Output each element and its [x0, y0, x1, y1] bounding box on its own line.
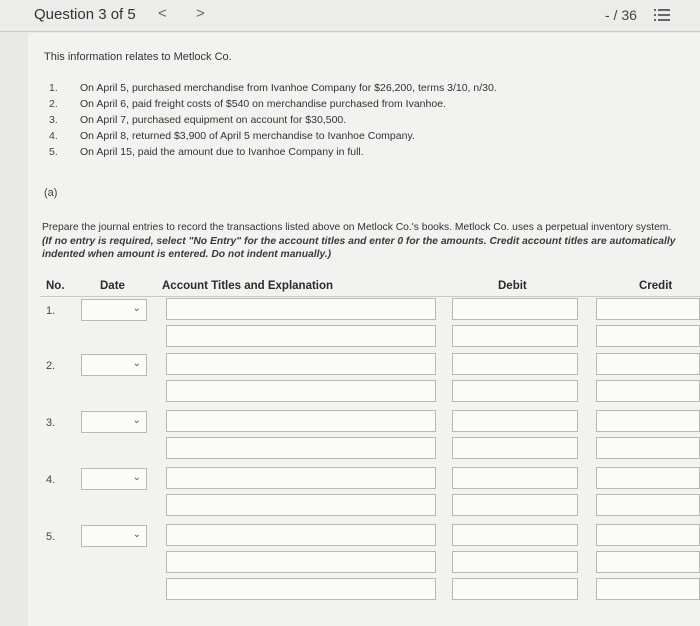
account-title-input[interactable]: [166, 524, 436, 546]
account-title-input[interactable]: [166, 467, 436, 489]
credit-input[interactable]: [596, 524, 700, 546]
credit-input[interactable]: [596, 467, 700, 489]
transaction-number: 3.: [49, 114, 58, 126]
debit-input[interactable]: [452, 551, 578, 573]
list-item: [46, 112, 497, 128]
account-title-input[interactable]: [166, 353, 436, 375]
transaction-number: 4.: [49, 130, 58, 142]
date-select[interactable]: [81, 354, 147, 376]
transaction-number: 2.: [49, 98, 58, 110]
transaction-list: [46, 80, 497, 160]
score-display: - / 36: [605, 7, 637, 23]
credit-input[interactable]: [596, 353, 700, 375]
column-header-credit: Credit: [639, 280, 673, 292]
debit-input[interactable]: [452, 410, 578, 432]
account-title-input[interactable]: [166, 494, 436, 516]
part-label: (a): [44, 187, 58, 199]
list-item: [46, 128, 497, 144]
chevron-down-icon: ⌄: [132, 303, 141, 314]
next-question-icon[interactable]: >: [196, 5, 205, 22]
question-label: Question 3 of 5: [34, 6, 136, 23]
debit-input[interactable]: [452, 578, 578, 600]
chevron-down-icon: ⌄: [132, 529, 141, 540]
account-title-input[interactable]: [166, 325, 436, 347]
list-icon[interactable]: [654, 9, 670, 22]
debit-input[interactable]: [452, 467, 578, 489]
transaction-text: On April 5, purchased merchandise from Ivanhoe Company for $26,200, terms 3/10, n/30.: [80, 82, 497, 94]
column-header-date: Date: [100, 280, 125, 292]
account-title-input[interactable]: [166, 410, 436, 432]
credit-input[interactable]: [596, 551, 700, 573]
account-title-input[interactable]: [166, 551, 436, 573]
entry-number: 4.: [46, 474, 56, 486]
entry-number: 1.: [46, 305, 56, 317]
account-title-input[interactable]: [166, 298, 436, 320]
transaction-number: 5.: [49, 146, 58, 158]
instructions-note: (If no entry is required, select "No Entry" for the account titles and enter 0 for the amounts. Credit account titles are automatically indented when amount is entered. Do not indent manually.): [42, 235, 676, 260]
transaction-text: On April 7, purchased equipment on account for $30,500.: [80, 114, 347, 126]
credit-input[interactable]: [596, 410, 700, 432]
instructions-main: Prepare the journal entries to record the transactions listed above on Metlock Co.'s books. Metlock Co. uses a perpetual inventory system.: [42, 222, 672, 233]
header-divider: [40, 296, 700, 297]
transaction-text: On April 6, paid freight costs of $540 on merchandise purchased from Ivanhoe.: [80, 98, 446, 110]
account-title-input[interactable]: [166, 437, 436, 459]
list-item: [46, 96, 497, 112]
transaction-text: On April 15, paid the amount due to Ivanhoe Company in full.: [80, 146, 364, 158]
debit-input[interactable]: [452, 437, 578, 459]
credit-input[interactable]: [596, 494, 700, 516]
transaction-number: 1.: [49, 82, 58, 94]
debit-input[interactable]: [452, 524, 578, 546]
debit-input[interactable]: [452, 380, 578, 402]
column-header-account: Account Titles and Explanation: [162, 280, 334, 292]
date-select[interactable]: [81, 411, 147, 433]
list-item: [46, 144, 497, 160]
credit-input[interactable]: [596, 298, 700, 320]
column-header-no: No.: [46, 280, 65, 292]
account-title-input[interactable]: [166, 380, 436, 402]
date-select[interactable]: [81, 468, 147, 490]
chevron-down-icon: ⌄: [132, 358, 141, 369]
chevron-down-icon: ⌄: [132, 415, 141, 426]
question-content: [28, 33, 700, 626]
debit-input[interactable]: [452, 298, 578, 320]
chevron-down-icon: ⌄: [132, 472, 141, 483]
question-nav-bar: [0, 0, 700, 32]
credit-input[interactable]: [596, 578, 700, 600]
debit-input[interactable]: [452, 353, 578, 375]
debit-input[interactable]: [452, 325, 578, 347]
transaction-text: On April 8, returned $3,900 of April 5 merchandise to Ivanhoe Company.: [80, 130, 415, 142]
previous-question-icon[interactable]: <: [158, 5, 167, 22]
account-title-input[interactable]: [166, 578, 436, 600]
list-item: [46, 80, 497, 96]
column-header-debit: Debit: [498, 280, 527, 292]
date-select[interactable]: [81, 299, 147, 321]
credit-input[interactable]: [596, 437, 700, 459]
credit-input[interactable]: [596, 325, 700, 347]
debit-input[interactable]: [452, 494, 578, 516]
intro-text: This information relates to Metlock Co.: [44, 51, 232, 63]
instructions: [42, 221, 682, 262]
entry-number: 3.: [46, 417, 56, 429]
credit-input[interactable]: [596, 380, 700, 402]
entry-number: 5.: [46, 531, 56, 543]
entry-number: 2.: [46, 360, 56, 372]
date-select[interactable]: [81, 525, 147, 547]
